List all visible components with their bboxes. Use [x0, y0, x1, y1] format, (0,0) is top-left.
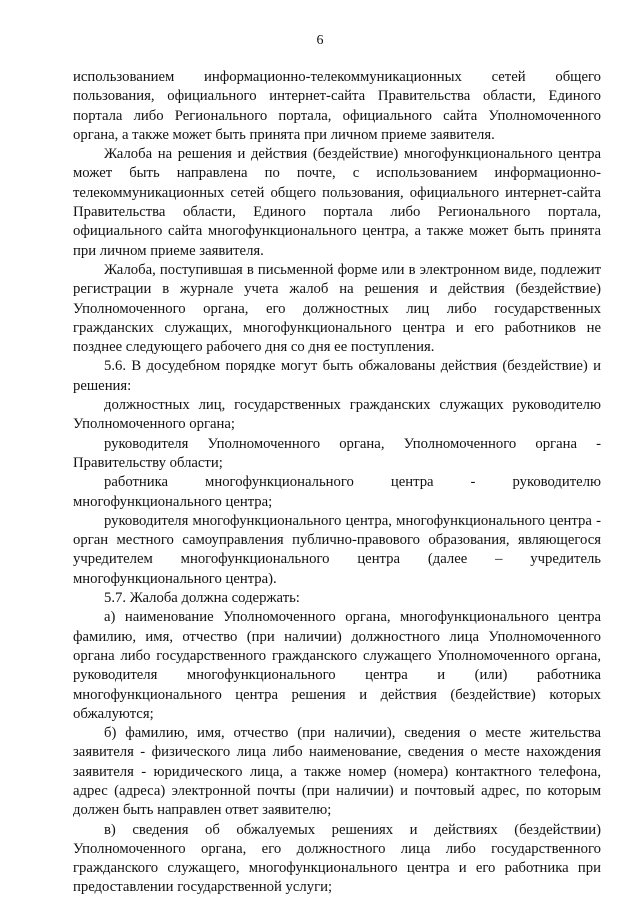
list-item-mfc-head: руководителя многофункционального центра, многофункционального центра - орган местного самоуправления публично-правового образования, являющегося учредителем многофункционального центра (далее – учредитель многофункционального центра).: [73, 512, 601, 587]
paragraph-mfc-complaint: Жалоба на решения и действия (бездействие) многофункционального центра может быть направлена по почте, с использованием информационно-телекоммуникационных сетей общего пользования, официального интернет-сайта Правительства области, Единого портала либо Регионального портала, официального сайта многофункционального центра, а также может быть принята при личном приеме заявителя.: [73, 146, 601, 259]
paragraph-continuation: использованием информационно-телекоммуникационных сетей общего пользования, официального интернет-сайта Правительства области, Единого портала либо Регионального портала, официального сайта Уполномоченного органа, а также может быть принята при личном приеме заявителя.: [73, 69, 601, 143]
paragraph-registration: Жалоба, поступившая в письменной форме или в электронном виде, подлежит регистрации в журнале учета жалоб на решения и действия (бездействие) Уполномоченного органа, его должностных лиц либо государственных гражданских служащих, многофункционального центра и его работников не позднее следующего рабочего дня со дня ее поступления.: [73, 261, 601, 356]
document-body: [73, 68, 601, 898]
list-item-v: в) сведения об обжалуемых решениях и действиях (бездействии) Уполномоченного органа, его должностного лица либо государственного гражданского служащего, многофункционального центра и его работника при предоставлении государственной услуги;: [73, 821, 601, 896]
paragraph-5-7: 5.7. Жалоба должна содержать:: [104, 590, 300, 607]
list-item-a: а) наименование Уполномоченного органа, многофункционального центра фамилию, имя, отчество (при наличии) должностного лица Уполномоченного органа либо государственного гражданского служащего Уполномоченного органа, руководителя многофункционального центра и (или) работника многофункционального центра решения и действия (бездействие) которых обжалуются;: [73, 609, 601, 722]
page-number: 6: [316, 33, 324, 48]
paragraph-5-6: 5.6. В досудебном порядке могут быть обжалованы действия (бездействие) и решения:: [73, 358, 601, 394]
list-item-b: б) фамилию, имя, отчество (при наличии), сведения о месте жительства заявителя - физического лица либо наименование, сведения о месте нахождения заявителя - юридического лица, а также номер (номера) контактного телефона, адрес (адреса) электронной почты (при наличии) и почтовый адрес, по которым должен быть направлен ответ заявителю;: [73, 725, 601, 819]
list-item-officials: должностных лиц, государственных гражданских служащих руководителю Уполномоченного органа;: [73, 397, 601, 433]
list-item-head-of-authority: руководителя Уполномоченного органа, Уполномоченного органа - Правительству области;: [73, 435, 601, 471]
list-item-mfc-worker: работника многофункционального центра - руководителю многофункционального центра;: [73, 474, 601, 510]
